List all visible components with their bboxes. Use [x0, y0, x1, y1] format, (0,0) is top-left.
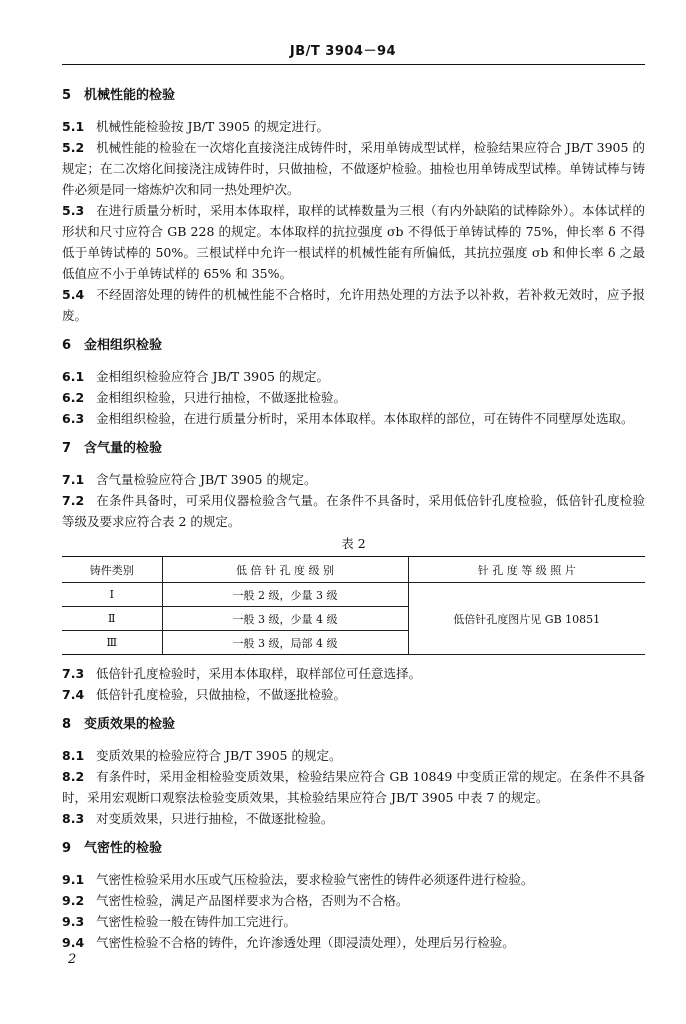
clause-5-4: 5.4 不经固溶处理的铸件的机械性能不合格时，允许用热处理的方法予以补救，若补救无效时，应予报废。	[62, 287, 645, 323]
table-cell: Ⅲ	[62, 631, 162, 655]
table-caption: 表 2	[341, 536, 366, 551]
table-cell: Ⅰ	[62, 583, 162, 607]
table-row	[62, 583, 645, 607]
page-number: 2	[68, 952, 77, 967]
clause-8-1: 8.1 变质效果的检验应符合 JB/T 3905 的规定。	[62, 748, 342, 763]
clause-7-1: 7.1 含气量检验应符合 JB/T 3905 的规定。	[62, 472, 317, 487]
clause-6-1: 6.1 金相组织检验应符合 JB/T 3905 的规定。	[62, 369, 329, 384]
clause-7-3: 7.3 低倍针孔度检验时，采用本体取样，取样部位可任意选择。	[62, 666, 422, 681]
page-header: JB/T 3904－94	[289, 44, 397, 59]
table-cell: Ⅱ	[62, 607, 162, 631]
table-header-cell: 铸件类别	[62, 557, 162, 583]
section-title: 含气量的检验	[84, 441, 163, 456]
clause-9-1: 9.1 气密性检验采用水压或气压检验法，要求检验气密性的铸件必须逐件进行检验。	[62, 872, 534, 887]
section-heading-7: 7 含气量的检验	[62, 441, 163, 456]
section-title: 机械性能的检验	[84, 88, 176, 103]
clause-8-3: 8.3 对变质效果，只进行抽检，不做逐批检验。	[62, 811, 334, 826]
clause-6-2: 6.2 金相组织检验，只进行抽检，不做逐批检验。	[62, 390, 347, 405]
table-merged-cell: 低倍针孔度图片见 GB 10851	[408, 583, 645, 655]
document-body	[62, 86, 645, 953]
clause-5-3: 5.3 在进行质量分析时，采用本体取样，取样的试棒数量为三根（有内外缺陷的试棒除外）。本体试样的形状和尺寸应符合 GB 228 的规定。本体取样的抗拉强度 σb 不得低于单铸试棒的 75%，伸长率 δ 不得低于单铸试棒的 50%。三根试样中允许一根试样的机械性能有所偏低，其抗拉强度 σb 和伸长率 δ 之最低值应不小于单铸试样的 65% 和 35%。	[62, 203, 645, 281]
clause-5-2: 5.2 机械性能的检验在一次熔化直接浇注成铸件时，采用单铸成型试样，检验结果应符合 JB/T 3905 的规定；在二次熔化间接浇注成铸件时，只做抽检，不做逐炉检验。抽检也用单铸成型试棒。单铸试棒与铸件必须是同一熔炼炉次和同一热处理炉次。	[62, 140, 645, 197]
table-header-cell: 低 倍 针 孔 度 级 别	[162, 557, 408, 583]
clause-9-4: 9.4 气密性检验不合格的铸件，允许渗透处理（即浸渍处理），处理后另行检验。	[62, 935, 515, 950]
clause-7-2: 7.2 在条件具备时，可采用仪器检验含气量。在条件不具备时，采用低倍针孔度检验，低倍针孔度检验等级及要求应符合表 2 的规定。	[62, 493, 645, 529]
section-title: 变质效果的检验	[84, 717, 176, 732]
pinhole-grade-table	[62, 556, 645, 655]
section-title: 气密性的检验	[84, 841, 163, 856]
section-title: 金相组织检验	[84, 338, 163, 353]
clause-8-2: 8.2 有条件时，采用金相检验变质效果，检验结果应符合 GB 10849 中变质正常的规定。在条件不具备时，采用宏观断口观察法检验变质效果，其检验结果应符合 JB/T 3905 中表 7 的规定。	[62, 769, 645, 805]
clause-7-4: 7.4 低倍针孔度检验，只做抽检，不做逐批检验。	[62, 687, 347, 702]
section-heading-8: 8 变质效果的检验	[62, 717, 176, 732]
table-cell: 一般 3 级，少量 4 级	[162, 607, 408, 631]
clause-5-1: 5.1 机械性能检验按 JB/T 3905 的规定进行。	[62, 119, 329, 134]
table-header-row	[62, 557, 645, 583]
section-heading-6: 6 金相组织检验	[62, 338, 163, 353]
section-heading-9: 9 气密性的检验	[62, 841, 163, 856]
table-cell: 一般 2 级，少量 3 级	[162, 583, 408, 607]
table-cell: 一般 3 级，局部 4 级	[162, 631, 408, 655]
clause-9-2: 9.2 气密性检验，满足产品图样要求为合格，否则为不合格。	[62, 893, 409, 908]
table-header-cell: 针 孔 度 等 级 照 片	[408, 557, 645, 583]
section-heading-5: 5 机械性能的检验	[62, 88, 176, 103]
header-rule	[62, 64, 645, 65]
clause-6-3: 6.3 金相组织检验，在进行质量分析时，采用本体取样。本体取样的部位，可在铸件不同壁厚处选取。	[62, 411, 634, 426]
clause-9-3: 9.3 气密性检验一般在铸件加工完进行。	[62, 914, 297, 929]
